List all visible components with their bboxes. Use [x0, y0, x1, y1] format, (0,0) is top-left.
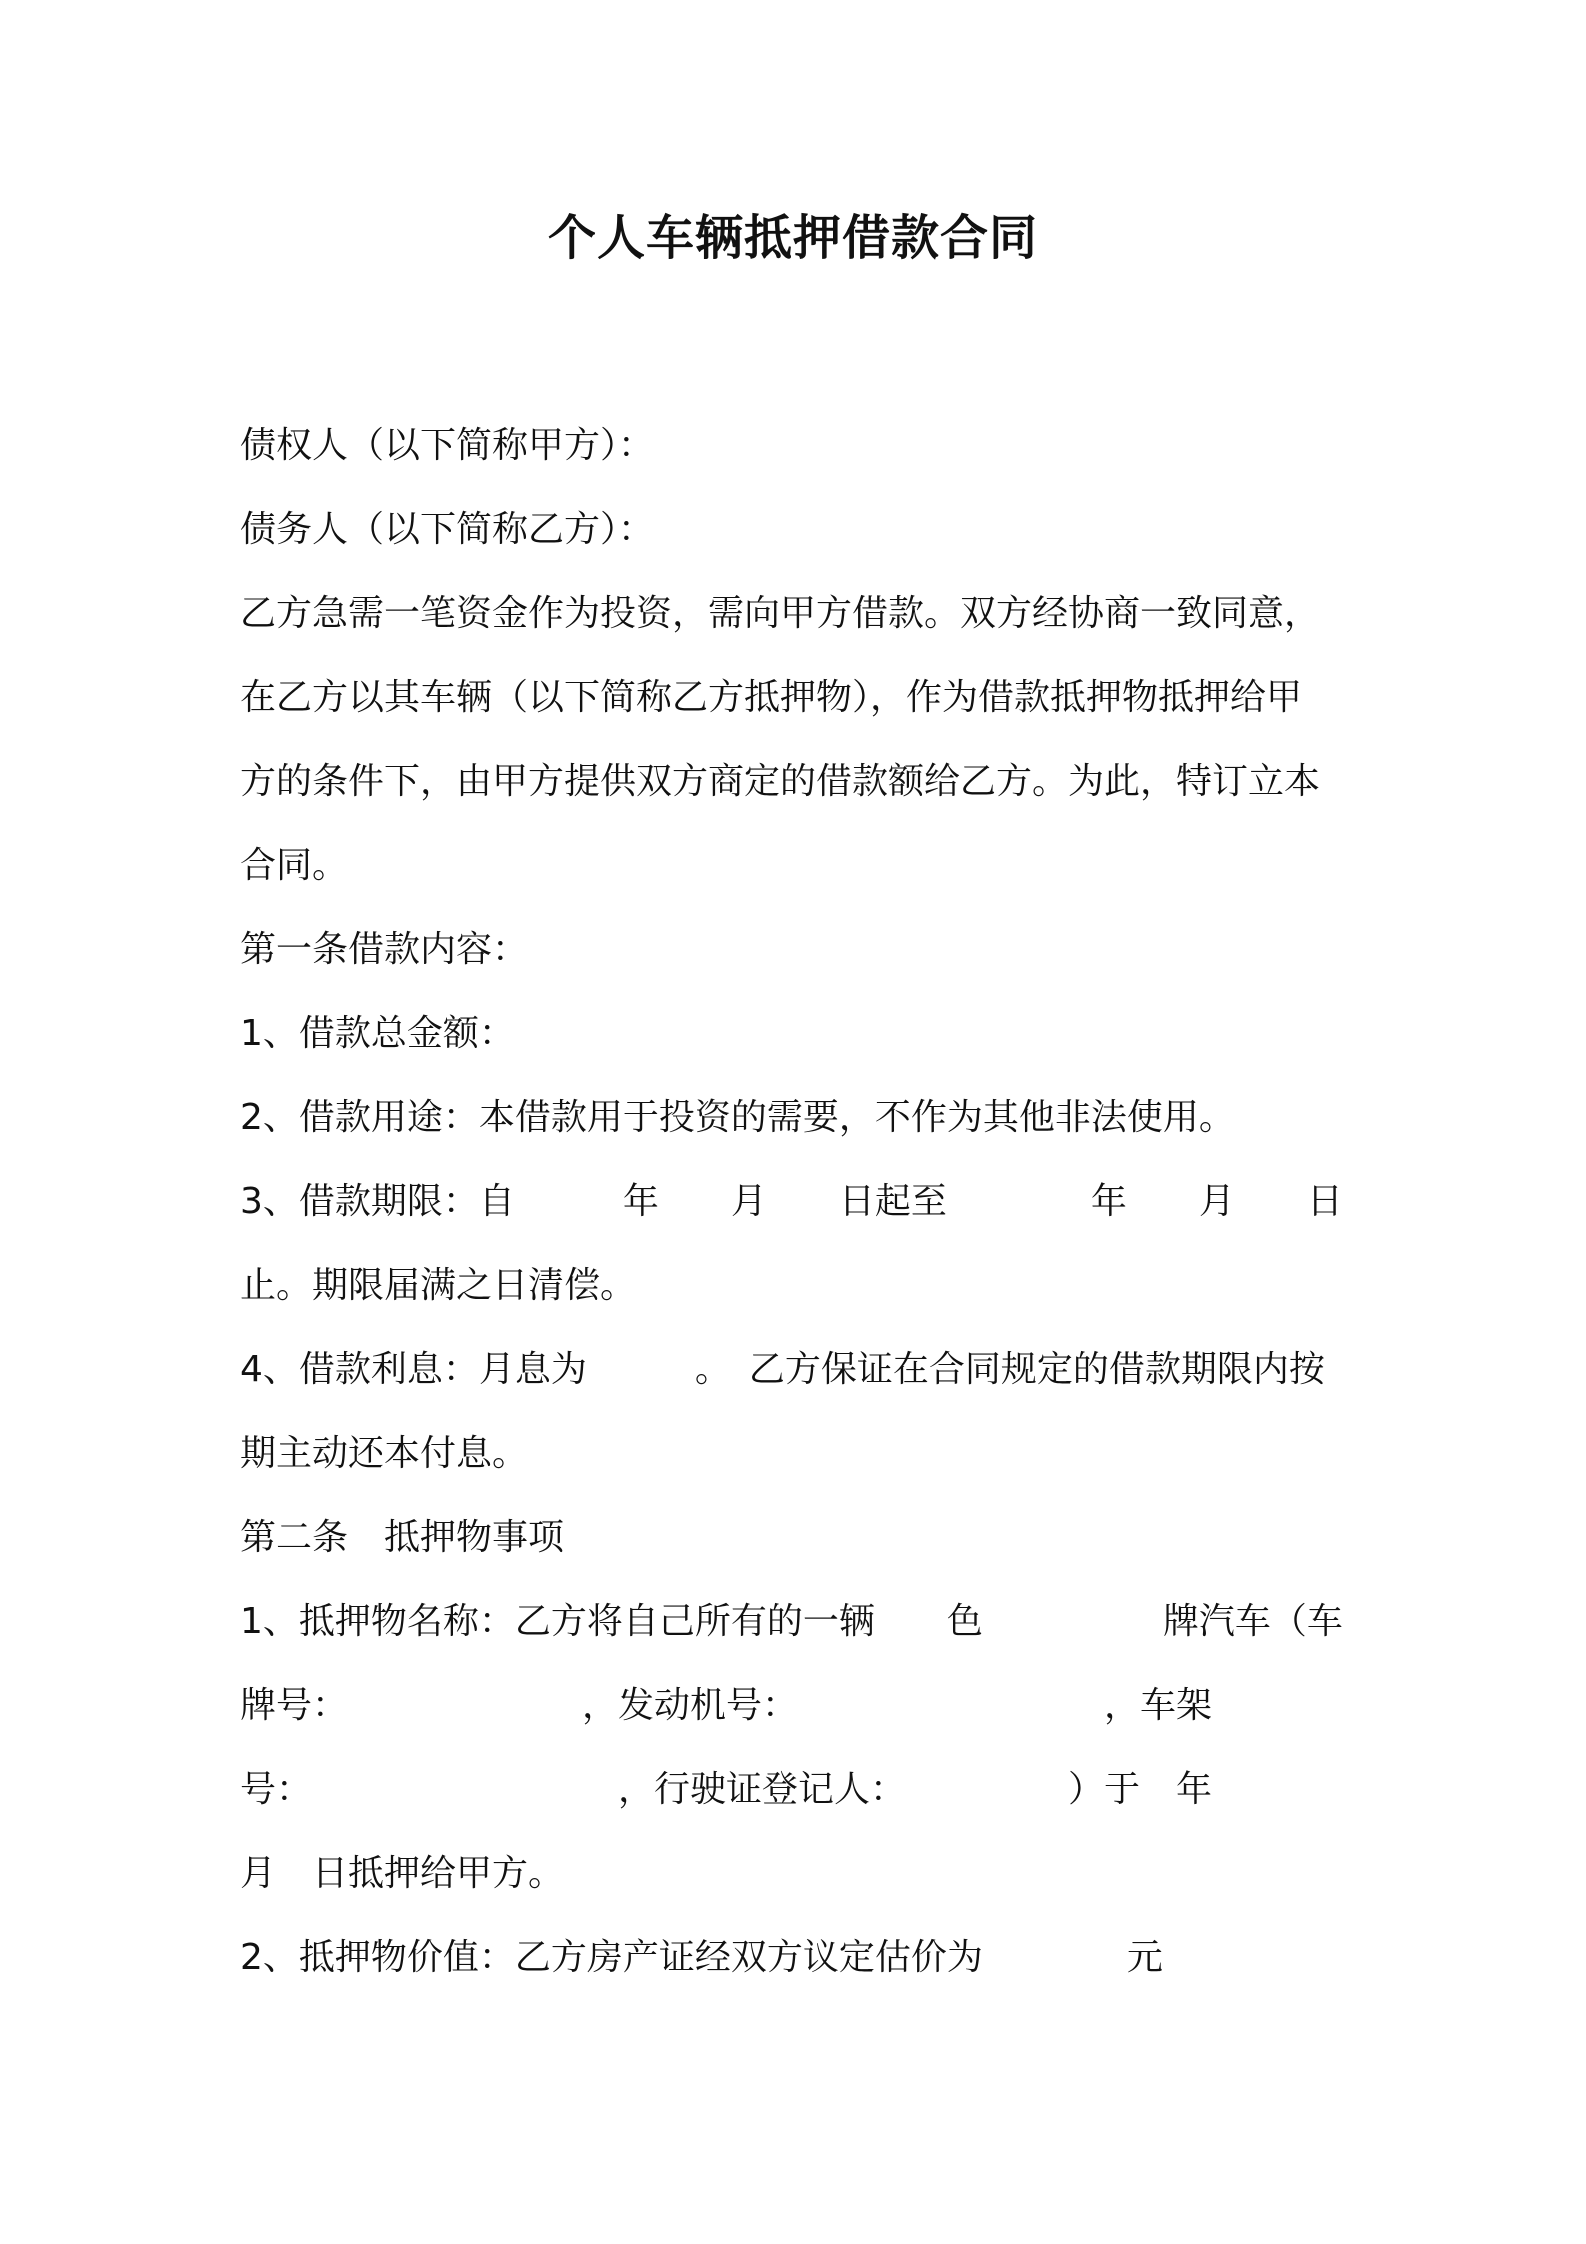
preamble-line-3: 方的条件下，由甲方提供双方商定的借款额给乙方。为此，特订立本	[240, 761, 1321, 802]
loan-term-line-1: 3、借款期限：自 年 月 日起至 年 月 日	[240, 1181, 1343, 1222]
article-1-heading: 第一条借款内容：	[240, 929, 529, 970]
collateral-name-line-2: 牌号： ，发动机号： ，车架	[240, 1685, 1213, 1726]
creditor-line: 债权人（以下简称甲方）：	[240, 425, 655, 466]
collateral-name-line-3: 号： ，行驶证登记人： ）于 年	[240, 1769, 1213, 1810]
loan-term-line-2: 止。期限届满之日清偿。	[240, 1265, 637, 1306]
loan-interest-line-2: 期主动还本付息。	[240, 1433, 529, 1474]
preamble-line-1: 乙方急需一笔资金作为投资，需向甲方借款。双方经协商一致同意，	[240, 593, 1321, 634]
preamble-line-4: 合同。	[240, 845, 349, 886]
loan-interest-line-1: 4、借款利息：月息为 。 乙方保证在合同规定的借款期限内按	[240, 1349, 1325, 1390]
document-title: 个人车辆抵押借款合同	[547, 210, 1038, 266]
collateral-value-line: 2、抵押物价值：乙方房产证经双方议定估价为 元	[240, 1937, 1163, 1978]
collateral-name-line-1: 1、抵押物名称：乙方将自己所有的一辆 色 牌汽车（车	[240, 1601, 1343, 1642]
contract-body	[240, 404, 1360, 2000]
debtor-line: 债务人（以下简称乙方）：	[240, 509, 655, 550]
preamble-line-2: 在乙方以其车辆（以下简称乙方抵押物），作为借款抵押物抵押给甲	[240, 677, 1303, 718]
loan-amount-line: 1、借款总金额：	[240, 1013, 515, 1054]
article-2-heading: 第二条 抵押物事项	[240, 1517, 565, 1558]
collateral-name-line-4: 月 日抵押给甲方。	[240, 1853, 565, 1894]
loan-purpose-line: 2、借款用途：本借款用于投资的需要，不作为其他非法使用。	[240, 1097, 1235, 1138]
